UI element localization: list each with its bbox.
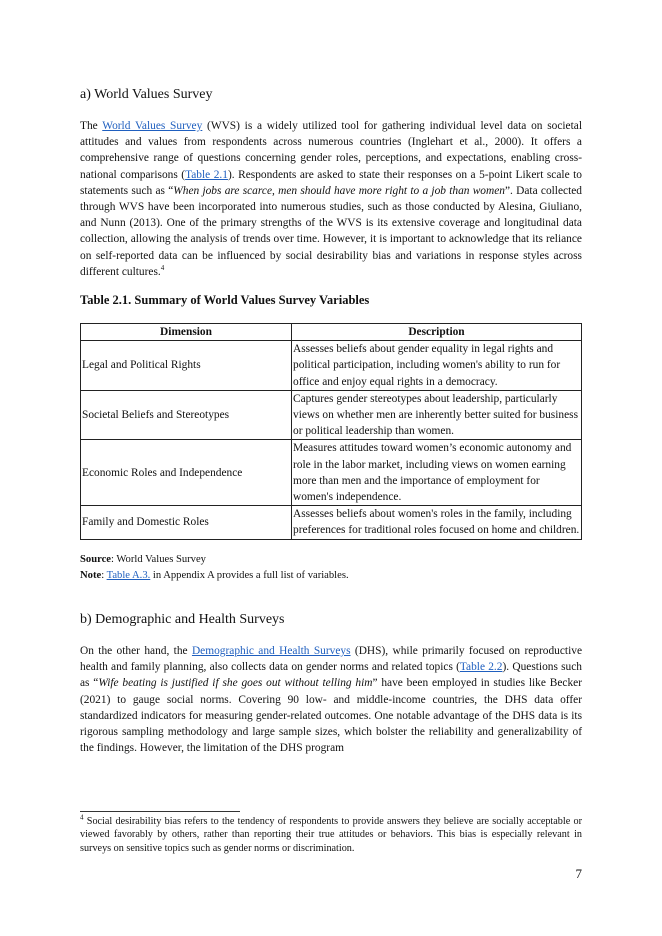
wvs-variables-table xyxy=(80,323,582,540)
section-b-heading: b) Demographic and Health Surveys xyxy=(80,612,285,627)
footnote xyxy=(80,815,582,855)
footnote-divider xyxy=(80,811,240,812)
quote-text: Wife beating is justified if she goes out without telling him xyxy=(98,677,373,690)
note-label: Note xyxy=(80,570,102,581)
table-row xyxy=(81,506,582,539)
table-row xyxy=(81,390,582,440)
footnote-number: 4 xyxy=(80,813,84,822)
table-2-2-link[interactable]: Table 2.2 xyxy=(459,661,503,674)
text-run: ”. Data collected through WVS have been incorporated into numerous studies, such as those conducted by Alesina, Giuliano, and Nunn (2013). One of the primary strengths of the WVS is its extensive coverage and longitudinal data collection, allowing the analysis of trends over time. However, it is important to acknowledge that its reliance on self-reported data can be influenced by social desirability bias and variations in response styles across different cultures. xyxy=(80,184,582,278)
source-label: Source xyxy=(80,554,111,565)
table-a3-link[interactable]: Table A.3. xyxy=(106,570,151,581)
section-a-heading: a) World Values Survey xyxy=(80,87,213,102)
note-text: in Appendix A provides a full list of variables. xyxy=(150,570,349,581)
wvs-link[interactable]: World Values Survey xyxy=(102,120,203,132)
footnote-marker[interactable]: 4 xyxy=(160,264,165,273)
table-caption: Table 2.1. Summary of World Values Survey Variables xyxy=(80,293,370,307)
description-cell: Captures gender stereotypes about leadership, particularly views on whether men are inherently better suited for business or political leadership than women. xyxy=(292,390,582,440)
text-run: (WVS) is a widely utilized tool for gathering individual level data on societal attitudes and values from respondents across numerous countries (Inglehart et al., 2000). It offers a comprehensive range of questions concerning gender roles, perceptions, and expectations, enabling cross-national comparisons ( xyxy=(80,120,582,181)
dhs-paragraph xyxy=(80,643,582,756)
quote-text: When jobs are scarce, men should have more right to a job than women xyxy=(173,184,505,197)
column-header-dimension: Dimension xyxy=(81,324,292,341)
table-2-1-link[interactable]: Table 2.1 xyxy=(185,168,228,181)
description-cell: Measures attitudes toward women’s economic autonomy and role in the labor market, including views on women earning more than men and the importance of employment for women's independence. xyxy=(292,440,582,506)
dimension-cell: Family and Domestic Roles xyxy=(81,506,292,539)
wvs-paragraph xyxy=(80,118,582,280)
description-cell: Assesses beliefs about women's roles in the family, including preferences for traditional roles focused on home and children. xyxy=(292,506,582,539)
text-run: (DHS), while primarily focused on reproductive health and family planning, also collects data on gender norms and related topics ( xyxy=(80,645,583,674)
text-run: ” have been employed in studies like Becker (2021) to gauge social norms. Covering 90 low- and middle-income countries, the DHS data offer standardized indicators for measuring gender-related outcomes. One notable advantage of the DHS data is its rigorous sampling methodology and large sample sizes, which bolster the reliability and generalizability of the findings. However, the limitation of the DHS program xyxy=(80,677,582,755)
dimension-cell: Economic Roles and Independence xyxy=(81,440,292,506)
table-source xyxy=(80,552,206,567)
text-run: ). Respondents are asked to state their responses on a 5-point Likert scale to statements such as “ xyxy=(80,168,582,197)
note-separator: : xyxy=(101,570,107,581)
text-run: On the other hand, the xyxy=(80,645,192,657)
description-cell: Assesses beliefs about gender equality in legal rights and political participation, including women's ability to run for office and enjoy equal rights in a democracy. xyxy=(292,341,582,391)
page-number: 7 xyxy=(575,866,582,881)
table-row xyxy=(81,341,582,391)
dimension-cell: Societal Beliefs and Stereotypes xyxy=(81,390,292,440)
table-header-row xyxy=(81,324,582,341)
text-run: ). Questions such as “ xyxy=(80,661,582,690)
dhs-link[interactable]: Demographic and Health Surveys xyxy=(191,645,351,657)
dimension-cell: Legal and Political Rights xyxy=(81,341,292,391)
column-header-description: Description xyxy=(292,324,582,341)
source-text: : World Values Survey xyxy=(111,554,206,565)
text-run: The xyxy=(80,120,103,132)
footnote-text: Social desirability bias refers to the tendency of respondents to provide answers they believe are socially acceptable or viewed favorably by others, rather than reporting their true attitudes or behaviors. This bias is especially relevant in surveys on sensitive topics such as gender norms or discrimination. xyxy=(80,816,582,854)
table-row xyxy=(81,440,582,506)
table-note xyxy=(80,568,349,583)
